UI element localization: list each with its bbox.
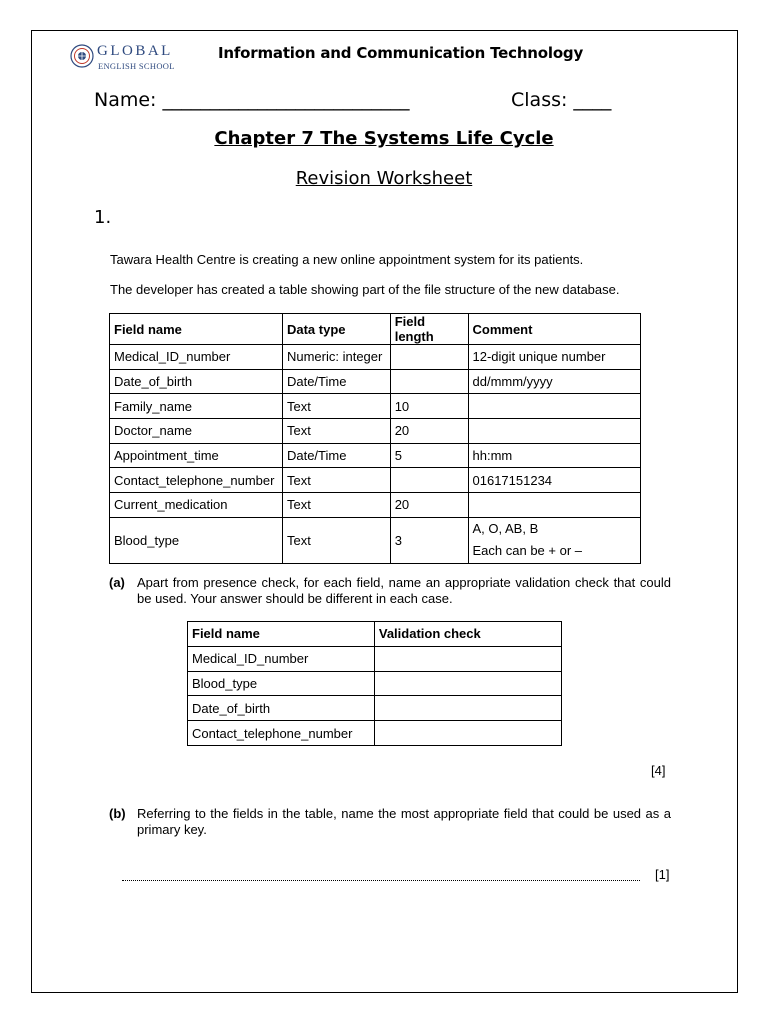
file-structure-table — [109, 313, 641, 564]
table-cell — [468, 517, 641, 563]
table-cell: Current_medication — [110, 493, 283, 518]
answer-cell[interactable] — [374, 696, 561, 721]
intro-text-2: The developer has created a table showing part of the file structure of the new database. — [110, 282, 620, 297]
table-cell: Blood_type — [188, 671, 375, 696]
answer-cell[interactable] — [374, 721, 561, 746]
school-name: GLOBAL — [97, 43, 173, 59]
table-cell: Doctor_name — [110, 419, 283, 444]
table-row — [110, 517, 641, 563]
table-cell: Date/Time — [282, 443, 390, 468]
answer-cell[interactable] — [374, 646, 561, 671]
table-cell: Text — [282, 517, 390, 563]
table-cell: Text — [282, 394, 390, 419]
table-row — [188, 671, 562, 696]
column-header: Field name — [188, 622, 375, 647]
table-row — [110, 443, 641, 468]
table-cell: Contact_telephone_number — [110, 468, 283, 493]
table-cell: Numeric: integer — [282, 345, 390, 370]
table-row — [188, 646, 562, 671]
table-cell: Text — [282, 493, 390, 518]
answer-cell[interactable] — [374, 671, 561, 696]
column-header: Data type — [282, 314, 390, 345]
question-number: 1. — [94, 207, 112, 228]
table-cell: Medical_ID_number — [110, 345, 283, 370]
school-seal-icon — [70, 44, 94, 68]
part-a-text: Apart from presence check, for each field, name an appropriate validation check that could be used. Your answer should be different in each case. — [137, 575, 671, 606]
table-cell: Text — [282, 419, 390, 444]
table-row — [110, 369, 641, 394]
table-cell: 10 — [390, 394, 468, 419]
table-cell: Blood_type — [110, 517, 283, 563]
table-row — [188, 721, 562, 746]
part-b-label: (b) — [109, 806, 126, 821]
part-a-marks: [4] — [651, 763, 666, 778]
class-field[interactable]: Class: ____ — [511, 89, 612, 111]
table-cell: Appointment_time — [110, 443, 283, 468]
answer-line[interactable] — [122, 876, 640, 881]
table-cell: 3 — [390, 517, 468, 563]
comment-line: A, O, AB, B — [472, 521, 539, 537]
table-cell: Family_name — [110, 394, 283, 419]
school-subtitle: ENGLISH SCHOOL — [98, 61, 175, 71]
table-cell: 20 — [390, 493, 468, 518]
table-cell: Date/Time — [282, 369, 390, 394]
part-b-marks: [1] — [655, 867, 670, 882]
name-field[interactable]: Name: __________________________ — [94, 89, 410, 111]
table-cell — [468, 493, 641, 518]
table-cell: 5 — [390, 443, 468, 468]
table-header-row — [110, 314, 641, 345]
school-logo — [70, 44, 180, 74]
column-header: Comment — [468, 314, 641, 345]
part-b-text: Referring to the fields in the table, name the most appropriate field that could be used as a primary key. — [137, 806, 671, 837]
table-cell: hh:mm — [468, 443, 641, 468]
column-header: Field name — [110, 314, 283, 345]
worksheet-title: Revision Worksheet — [295, 168, 473, 189]
table-row — [110, 419, 641, 444]
table-cell: Date_of_birth — [110, 369, 283, 394]
table-cell: Date_of_birth — [188, 696, 375, 721]
table-cell: 12-digit unique number — [468, 345, 641, 370]
table-cell: Medical_ID_number — [188, 646, 375, 671]
table-cell — [390, 468, 468, 493]
column-header: Field length — [390, 314, 468, 345]
table-cell: 20 — [390, 419, 468, 444]
table-row — [110, 345, 641, 370]
table-cell — [468, 394, 641, 419]
table-cell: 01617151234 — [468, 468, 641, 493]
comment-line: Each can be + or – — [472, 543, 582, 559]
table-cell: dd/mmm/yyyy — [468, 369, 641, 394]
table-header-row — [188, 622, 562, 647]
table-row — [110, 394, 641, 419]
table-cell: Text — [282, 468, 390, 493]
intro-text-1: Tawara Health Centre is creating a new online appointment system for its patients. — [110, 252, 584, 267]
table-row — [188, 696, 562, 721]
table-cell — [390, 369, 468, 394]
table-row — [110, 468, 641, 493]
validation-table — [187, 621, 562, 746]
table-row — [110, 493, 641, 518]
table-cell — [468, 419, 641, 444]
column-header: Validation check — [374, 622, 561, 647]
subject-heading: Information and Communication Technology — [218, 44, 584, 62]
table-cell: Contact_telephone_number — [188, 721, 375, 746]
table-cell — [390, 345, 468, 370]
chapter-title: Chapter 7 The Systems Life Cycle — [214, 128, 554, 149]
part-a-label: (a) — [109, 575, 125, 590]
